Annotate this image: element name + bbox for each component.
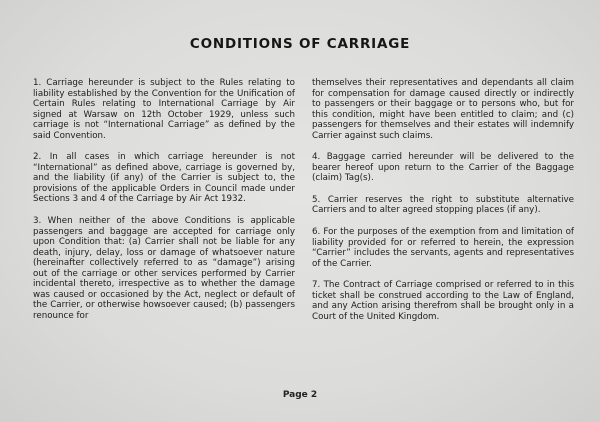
page-number: Page 2 xyxy=(282,390,318,400)
condition-2: 2. In all cases in which carriage hereunder is not “International” as defined above, carriage is governed by, and the liability (if any) of the Carrier is subject to, the provisions of the applicable Orders in Council made under Sections 3 and 4 of the Carriage by Air Act 1932. xyxy=(33,152,295,205)
condition-5: 5. Carrier reserves the right to substitute alternative Carriers and to alter agreed stopping places (if any). xyxy=(312,194,574,216)
left-column xyxy=(33,78,295,332)
condition-6: 6. For the purposes of the exemption from and limitation of liability provided for or referred to herein, the expression “Carrier” includes the servants, agents and representatives of the Carrier. xyxy=(312,227,574,269)
condition-7: 7. The Contract of Carriage comprised or referred to in this ticket shall be construed according to the Law of England, and any Action arising therefrom shall be brought only in a Court of the United Kingdom. xyxy=(312,280,574,322)
condition-4: 4. Baggage carried hereunder will be delivered to the bearer hereof upon return to the Carrier of the Baggage (claim) Tag(s). xyxy=(312,152,574,184)
condition-3: 3. When neither of the above Conditions is applicable passengers and baggage are accepted for carriage only upon Condition that: (a) Carrier shall not be liable for any death, injury, delay, loss or damage of whatsoever nature (hereinafter collectively referred to as “damage”) arising out of the carriage or other services performed by Carrier incidental thereto, irrespective as to whether the damage was caused or occasioned by the Act, neglect or default of the Carrier, or otherwise howsoever caused; (b) passengers renounce for xyxy=(33,216,295,321)
condition-1: 1. Carriage hereunder is subject to the Rules relating to liability established by the Convention for the Unification of Certain Rules relating to International Carriage by Air signed at Warsaw on 12th October 1929, unless such carriage is not “International Carriage” as defined by the said Convention. xyxy=(33,78,295,141)
condition-3-continued: themselves their representatives and dependants all claim for compensation for damage caused directly or indirectly to passengers or their baggage or to persons who, but for this condition, might have been entitled to claim; and (c) passengers for themselves and their estates will indemnify Carrier against such claims. xyxy=(312,78,574,141)
right-column xyxy=(312,78,574,333)
page-title: CONDITIONS OF CARRIAGE xyxy=(189,36,411,52)
